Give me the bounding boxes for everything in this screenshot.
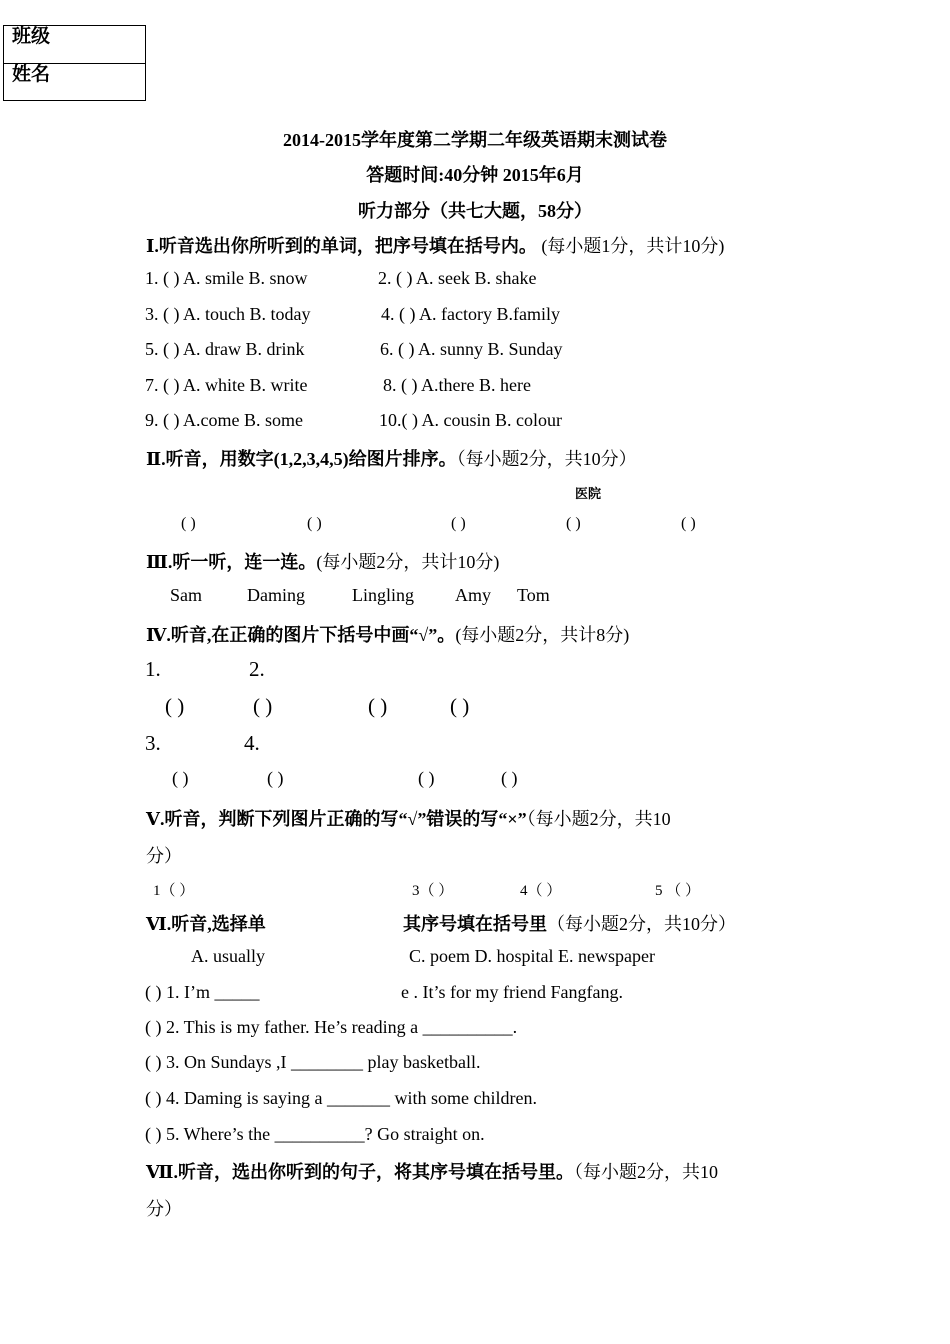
s1-item-10: 10.( ) A. cousin B. colour <box>379 410 562 430</box>
name-daming: Daming <box>247 585 305 605</box>
s6-question-1b: e . It’s for my friend Fangfang. <box>401 982 623 1002</box>
s4-paren-7: ( ) <box>418 768 435 788</box>
s4-paren-4: ( ) <box>450 694 470 718</box>
class-name-box <box>3 25 146 101</box>
s4-paren-1: ( ) <box>165 694 185 718</box>
name-tom: Tom <box>517 585 550 605</box>
section-1-heading: Ⅰ.听音选出你所听到的单词，把序号填在括号内。 (每小题1分，共计10分) <box>146 236 725 256</box>
s1-item-6: 6. ( ) A. sunny B. Sunday <box>380 339 563 359</box>
exam-title: 2014-2015学年度第二学期二年级英语期末测试卷 <box>283 130 667 150</box>
s6-question-4: ( ) 4. Daming is saying a _______ with some children. <box>145 1088 537 1108</box>
name-label: 姓名 <box>4 63 145 100</box>
s6-question-2: ( ) 2. This is my father. He’s reading a __________. <box>145 1017 518 1037</box>
section-2-heading: Ⅱ.听音，用数字(1,2,3,4,5)给图片排序。（每小题2分，共10分） <box>146 449 637 469</box>
part-heading: 听力部分（共七大题，58分） <box>358 201 592 221</box>
name-sam: Sam <box>170 585 203 605</box>
section-3-heading: Ⅲ.听一听，连一连。(每小题2分，共计10分) <box>146 552 500 572</box>
s1-item-3: 3. ( ) A. touch B. today <box>145 304 311 324</box>
section-5-heading-cont: 分） <box>146 846 182 866</box>
s4-paren-2: ( ) <box>253 694 273 718</box>
section-4-heading: Ⅳ.听音,在正确的图片下括号中画“√”。(每小题2分，共计8分) <box>146 625 630 645</box>
s2-paren-1: ( ) <box>181 515 196 532</box>
s1-item-5: 5. ( ) A. draw B. drink <box>145 339 305 359</box>
s4-number-3: 3. <box>145 731 161 755</box>
s4-paren-8: ( ) <box>501 768 518 788</box>
s6-question-1a: ( ) 1. I’m _____ <box>145 982 260 1002</box>
s5-label-4: 4（ ） <box>520 883 562 899</box>
section-7-heading: Ⅶ.听音，选出你听到的句子，将其序号填在括号里。（每小题2分，共10 <box>146 1162 718 1182</box>
hospital-picture-label: 医院 <box>575 486 602 501</box>
s4-paren-6: ( ) <box>267 768 284 788</box>
section-6-heading: Ⅵ.听音,选择单 <box>146 914 266 934</box>
s5-label-5: 5 （ ） <box>655 883 701 899</box>
name-amy: Amy <box>455 585 491 605</box>
section-6-heading-b: 其序号填在括号里（每小题2分，共10分） <box>403 914 736 934</box>
exam-subtitle: 答题时间:40分钟 2015年6月 <box>366 165 584 185</box>
s1-item-7: 7. ( ) A. white B. write <box>145 375 308 395</box>
s6-option-a: A. usually <box>191 946 265 966</box>
s4-number-4: 4. <box>244 731 260 755</box>
s1-item-9: 9. ( ) A.come B. some <box>145 410 303 430</box>
s4-number-1: 1. <box>145 657 161 681</box>
s6-question-3: ( ) 3. On Sundays ,I ________ play basketball. <box>145 1052 481 1072</box>
s2-paren-3: ( ) <box>451 515 466 532</box>
s1-item-8: 8. ( ) A.there B. here <box>383 375 531 395</box>
s6-options-rest: C. poem D. hospital E. newspaper <box>409 946 655 966</box>
s6-question-5: ( ) 5. Where’s the __________? Go straight on. <box>145 1124 485 1144</box>
s4-number-2: 2. <box>249 657 265 681</box>
s1-item-2: 2. ( ) A. seek B. shake <box>378 268 537 288</box>
s4-paren-3: ( ) <box>368 694 388 718</box>
section-7-heading-cont: 分） <box>146 1199 182 1219</box>
name-lingling: Lingling <box>352 585 414 605</box>
s1-item-4: 4. ( ) A. factory B.family <box>381 304 560 324</box>
s2-paren-4: ( ) <box>566 515 581 532</box>
s5-label-1: 1（ ） <box>153 883 195 899</box>
class-label: 班级 <box>12 26 51 47</box>
s2-paren-2: ( ) <box>307 515 322 532</box>
s4-paren-5: ( ) <box>172 768 189 788</box>
s5-label-3: 3（ ） <box>412 883 454 899</box>
s2-paren-5: ( ) <box>681 515 696 532</box>
s1-item-1: 1. ( ) A. smile B. snow <box>145 268 308 288</box>
section-5-heading: Ⅴ.听音，判断下列图片正确的写“√”错误的写“×”（每小题2分，共10 <box>146 809 671 829</box>
